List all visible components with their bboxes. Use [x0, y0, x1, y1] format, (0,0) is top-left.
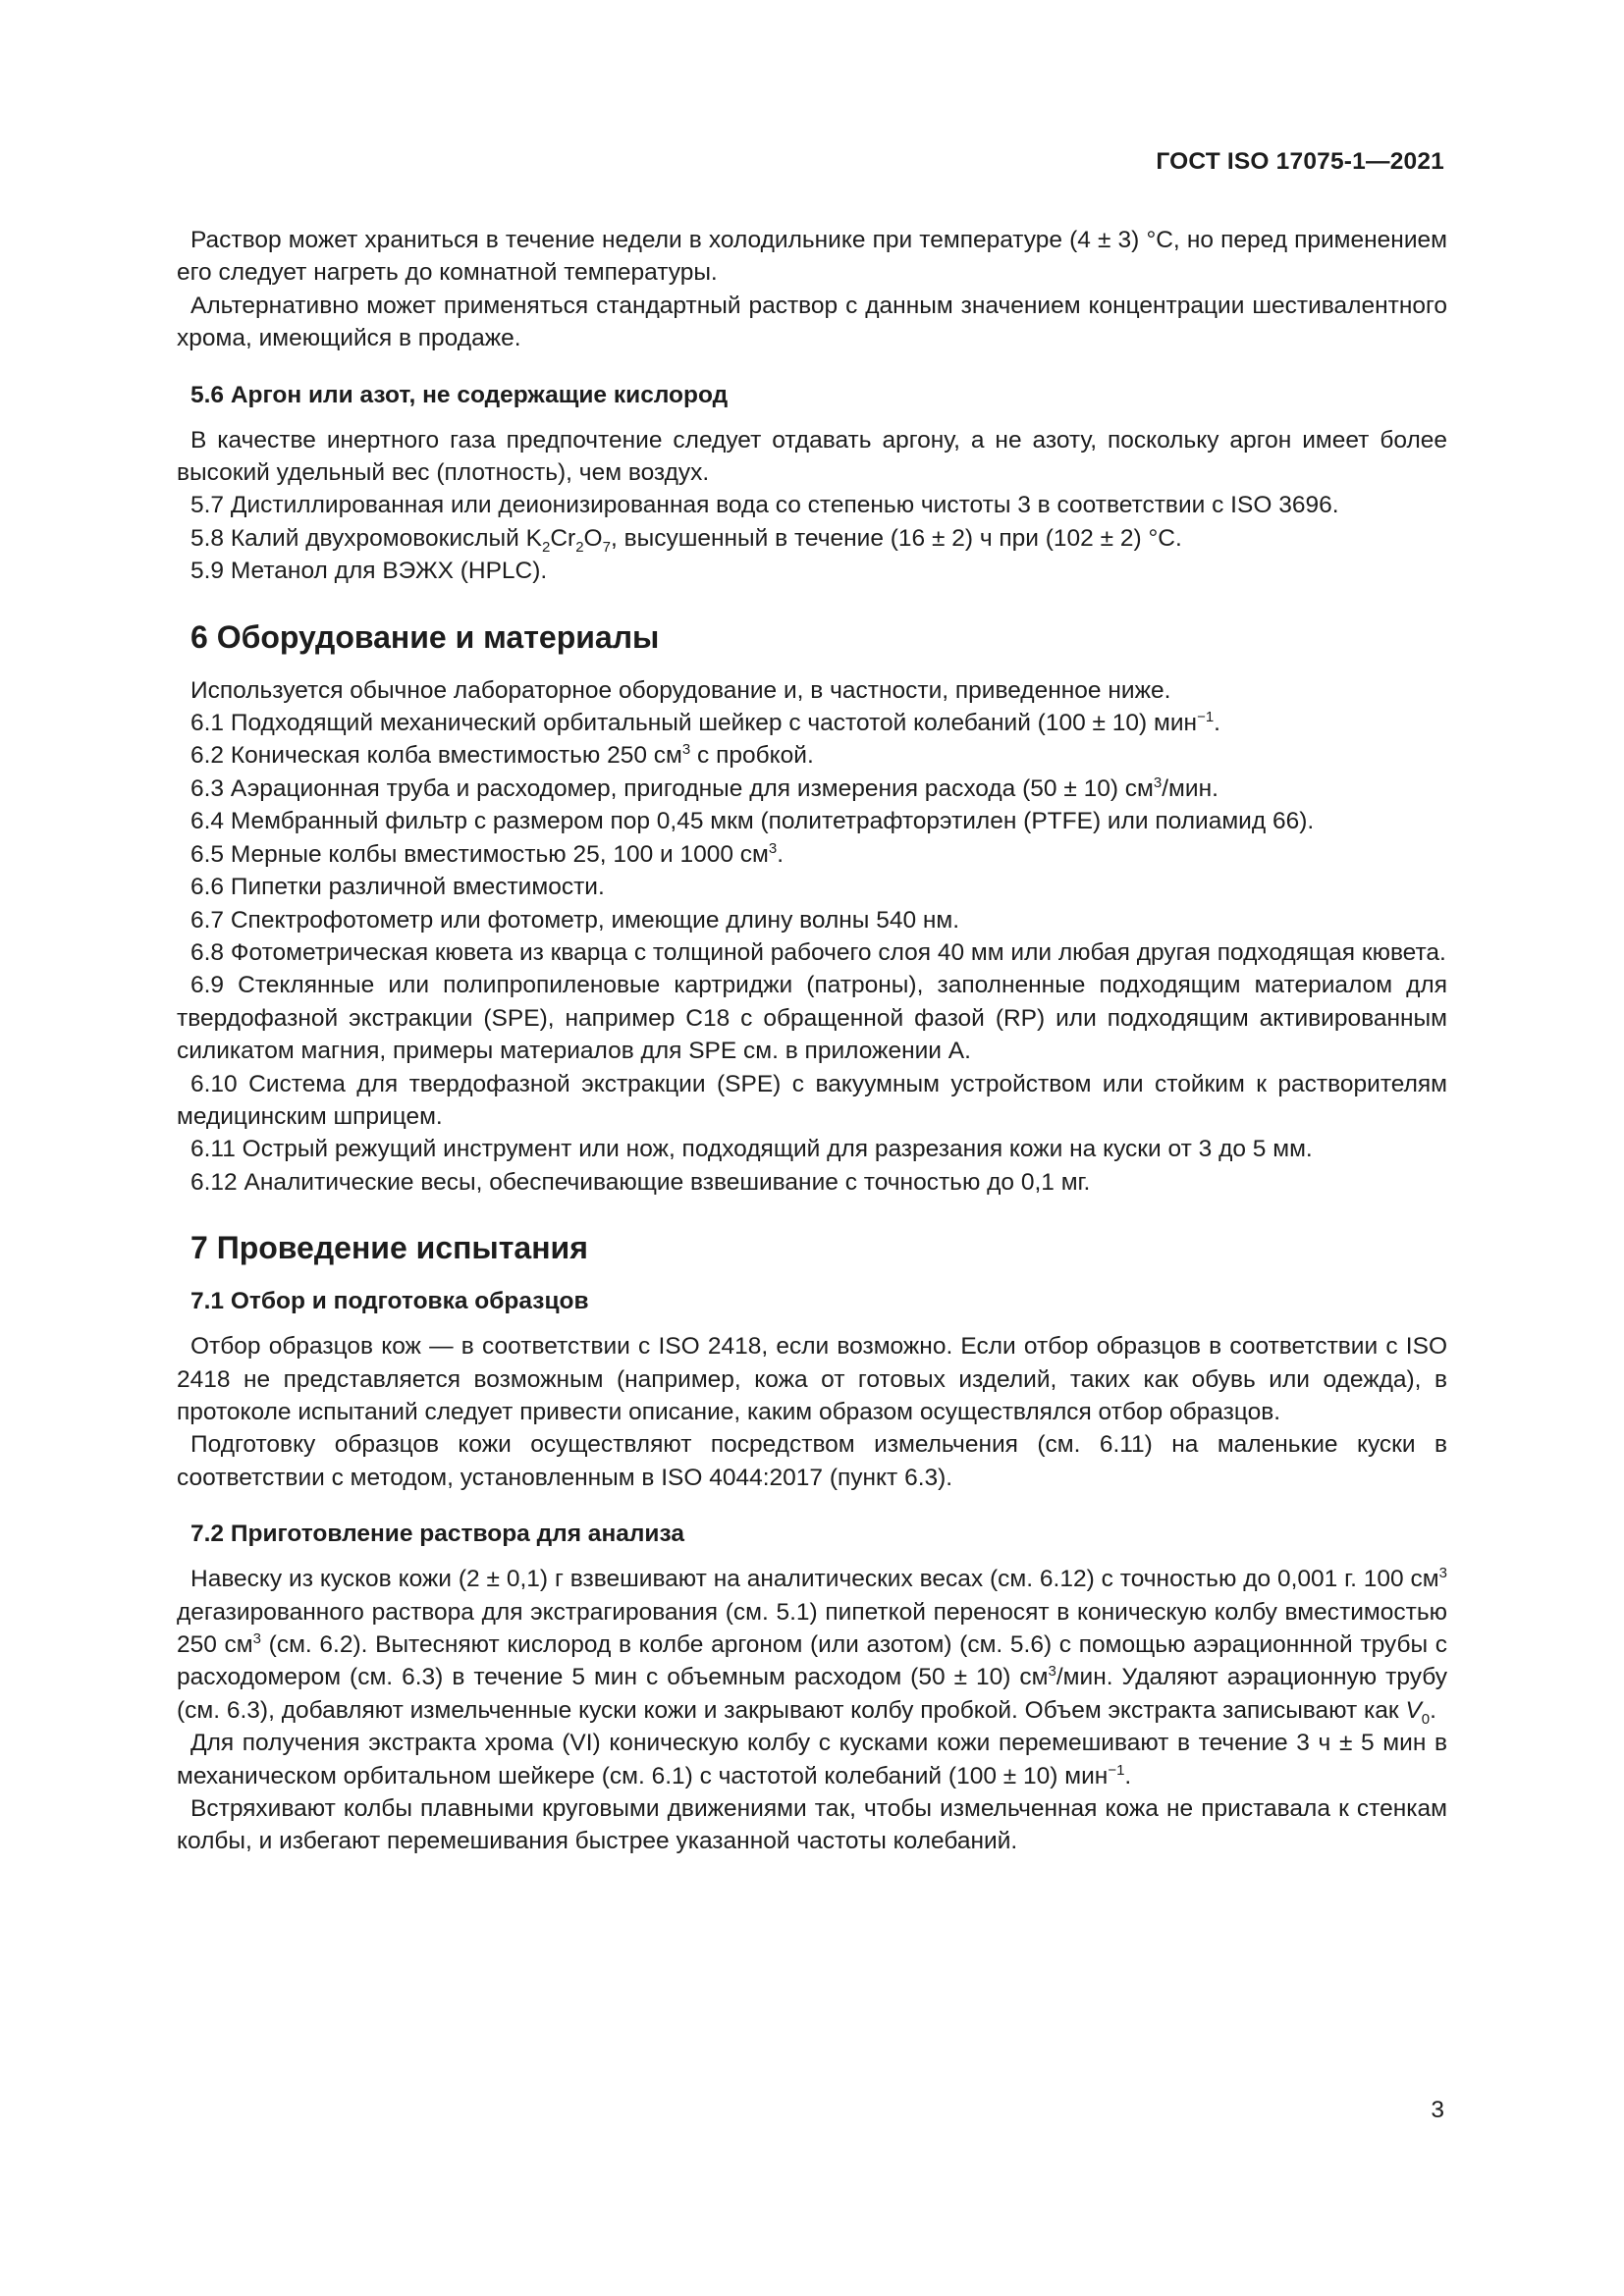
clause-6-5: 6.5 Мерные колбы вместимостью 25, 100 и 1000 $см^3$.: [190, 839, 785, 868]
paragraph: Подготовку образцов кожи осуществляют посредством измельчения (см. 6.11) на маленькие куски в соответствии с методом, установленным в ISO 4044:2017 (пункт 6.3).: [177, 1431, 1447, 1491]
clause-6-7: 6.7 Спектрофотометр или фотометр, имеющие длину волны 540 нм.: [190, 906, 960, 934]
clause-6-11: 6.11 Острый режущий инструмент или нож, подходящий для разрезания кожи на куски от 3 до 5 мм.: [190, 1136, 1313, 1163]
clause-5-7: 5.7 Дистиллированная или деионизированная вода со степенью чистоты 3 в соответствии с ISO 3696.: [190, 492, 1339, 519]
document-code-header: ГОСТ ISO 17075-1—2021: [1156, 148, 1444, 175]
clause-5-9: 5.9 Метанол для ВЭЖХ (HPLC).: [190, 558, 548, 585]
clause-6-4: 6.4 Мембранный фильтр с размером пор 0,45 мкм (политетрафторэтилен (PTFE) или полиамид 66).: [190, 808, 1315, 835]
clause-6-6: 6.6 Пипетки различной вместимости.: [190, 874, 605, 901]
page-number: 3: [1431, 2097, 1444, 2123]
clause-6-1: 6.1 Подходящий механический орбитальный шейкер с частотой колебаний (100 ± 10) мин$^{-1}$.: [190, 709, 1220, 737]
section-heading-7: 7 Проведение испытания: [190, 1230, 588, 1266]
paragraph: Встряхивают колбы плавными круговыми движениями так, чтобы измельченная кожа не приставала к стенкам колбы, и избегают перемешивания быстрее указанной частоты колебаний.: [177, 1795, 1447, 1855]
clause-6-2: 6.2 Коническая колба вместимостью 250 $см^3$ с пробкой.: [190, 741, 814, 770]
clause-6-3: 6.3 Аэрационная труба и расходомер, пригодные для измерения расхода (50 ± 10) $см^3$/мин.: [190, 774, 1218, 802]
paragraph: Отбор образцов кож — в соответствии с ISO 2418, если возможно. Если отбор образцов в соответствии с ISO 2418 не представляется возможным (например, кожа от готовых изделий, таких как обувь или одежда), в протоколе испытаний следует привести описание, каким образом осуществлялся отбор образцов.: [177, 1333, 1447, 1425]
clause-6-10: 6.10 Система для твердофазной экстракции (SPE) с вакуумным устройством или стойким к растворителям медицинским шприцем.: [177, 1070, 1447, 1130]
section-heading-7-1: 7.1 Отбор и подготовка образцов: [190, 1288, 589, 1315]
section-heading-7-2: 7.2 Приготовление раствора для анализа: [190, 1521, 684, 1548]
clause-5-8: 5.8 Калий двухромовокислый $K_2Cr_2O_7$, высушенный в течение (16 ± 2) ч при (102 ± 2) °С.: [190, 524, 1182, 556]
paragraph: Для получения экстракта хрома (VI) коническую колбу с кусками кожи перемешивают в течение 3 ч ± 5 мин в механическом орбитальном шейкере (см. 6.1) с частотой колебаний (100 ± 10) мин$^{-1}$.: [177, 1730, 1447, 1789]
clause-6-9: 6.9 Стеклянные или полипропиленовые картриджи (патроны), заполненные подходящим материалом для твердофазной экстракции (SPE), например С18 с обращенной фазой (RP) или подходящим активированным силикатом магния, примеры материалов для SPE см. в приложении А.: [177, 972, 1447, 1065]
section-heading-5-6: 5.6 Аргон или азот, не содержащие кислород: [190, 381, 729, 408]
paragraph: Раствор может храниться в течение недели в холодильнике при температуре (4 ± 3) °С, но перед применением его следует нагреть до комнатной температуры.: [177, 227, 1447, 287]
section-heading-6: 6 Оборудование и материалы: [190, 618, 660, 655]
clause-6-12: 6.12 Аналитические весы, обеспечивающие взвешивание с точностью до 0,1 мг.: [190, 1168, 1091, 1196]
document-body: [177, 224, 1447, 1858]
paragraph: В качестве инертного газа предпочтение следует отдавать аргону, а не азоту, поскольку аргон имеет более высокий удельный вес (плотность), чем воздух.: [177, 426, 1447, 487]
paragraph: Альтернативно может применяться стандартный раствор с данным значением концентрации шестивалентного хрома, имеющийся в продаже.: [177, 292, 1447, 352]
clause-6-8: 6.8 Фотометрическая кювета из кварца с толщиной рабочего слоя 40 мм или любая другая подходящая кювета.: [190, 938, 1446, 966]
paragraph: Используется обычное лабораторное оборудование и, в частности, приведенное ниже.: [190, 676, 1171, 704]
paragraph: Навеску из кусков кожи (2 ± 0,1) г взвешивают на аналитических весах (см. 6.12) с точностью до 0,001 г. 100 $см^3$ дегазированного раствора для экстрагирования (см. 5.1) пипеткой переносят в коническую колбу вместимостью 250 $см^3$ (см. 6.2). Вытесняют кислород в колбе аргоном (или азотом) (см. 5.6) с помощью аэрационнной трубы с расходомером (см. 6.3) в течение 5 мин с объемным расходом (50 ± 10) $см^3$/мин. Удаляют аэрационную трубу (см. 6.3), добавляют измельченные куски кожи и закрывают колбу пробкой. Объем экстракта записывают как $V_0$.: [177, 1565, 1448, 1728]
